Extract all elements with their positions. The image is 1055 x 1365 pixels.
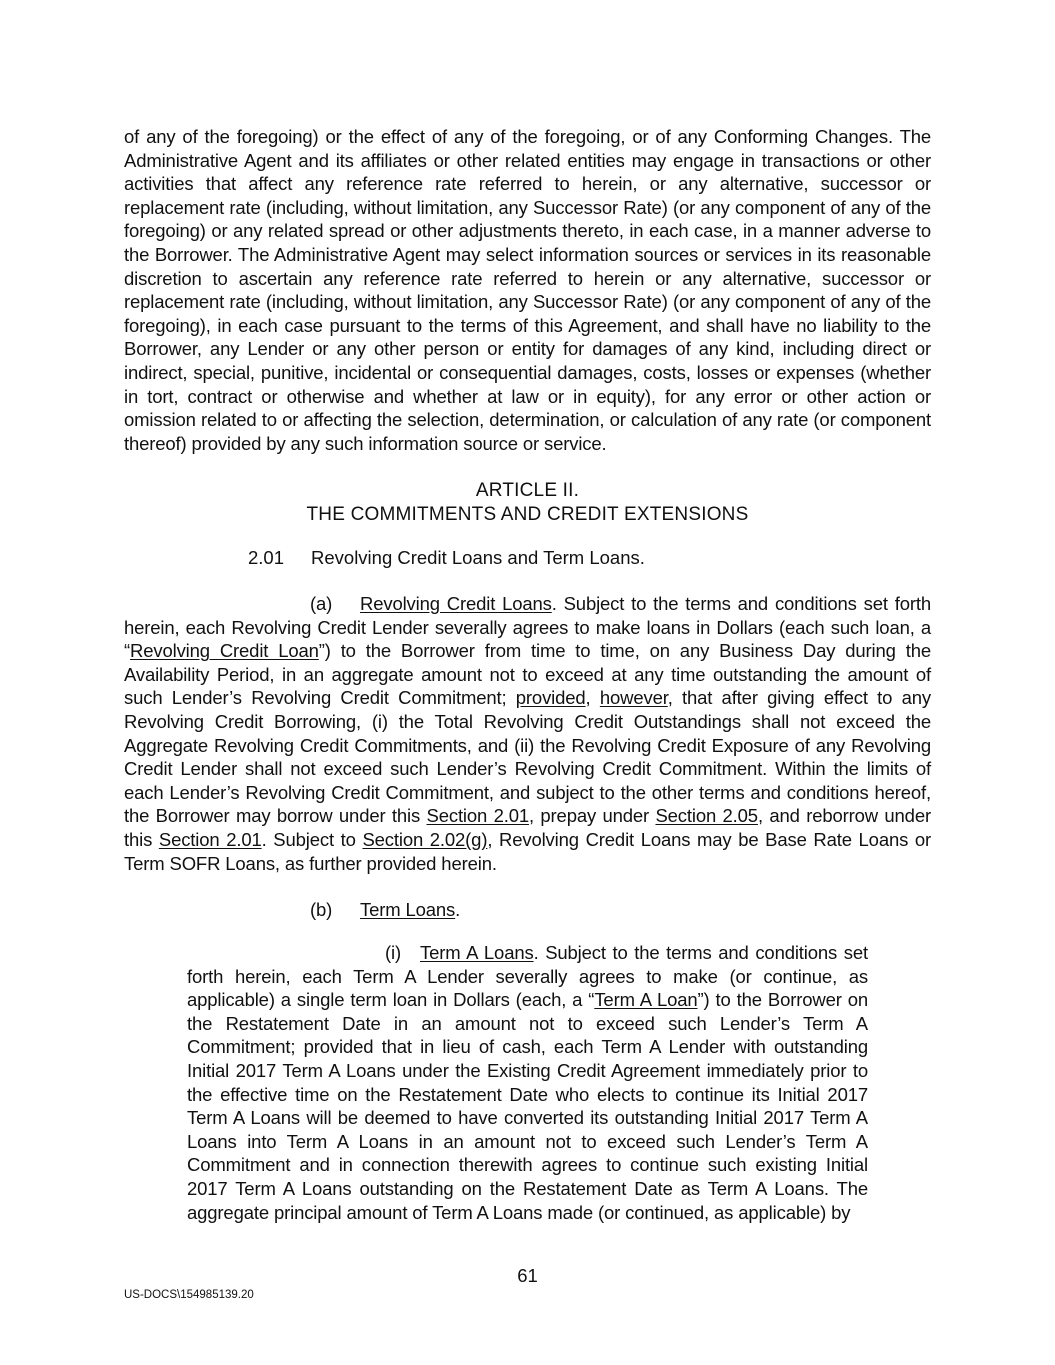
- article-title: THE COMMITMENTS AND CREDIT EXTENSIONS: [306, 504, 749, 525]
- text-run: . Subject to the terms and conditions set forth herein, each Term A Lender severally agrees to make (or continue, as applicable) a single term loan in Dollars (each, a “: [187, 942, 868, 1011]
- text-run: , that after giving effect to any Revolving Credit Borrowing, (i) the Total Revolving Credit Outstandings shall not exceed the Aggregate Revolving Credit Commitments, and (ii) the Revolving Credit Exposure of any Revolving Credit Lender shall not exceed such Lender’s Revolving Credit Commitment. Within the limits of each Lender’s Revolving Credit Commitment, and subject to the other terms and conditions hereof, the Borrower may borrow under this: [124, 687, 931, 827]
- subsection-heading: Term Loans: [360, 899, 456, 920]
- text-run: , and reborrow under this: [124, 805, 931, 850]
- clause-i-paragraph: [187, 941, 868, 1224]
- subsection-label: (a): [310, 593, 333, 614]
- section-reference: Section 2.01: [426, 805, 529, 827]
- emphasis-term: provided: [515, 687, 586, 709]
- section-number: 2.01: [248, 547, 285, 568]
- clause-heading: Term A Loans: [420, 942, 534, 963]
- text-run: ”) to the Borrower on the Restatement Date in an amount not to exceed such Lender’s Term A Commitment; provided that in lieu of cash, each Term A Lender with outstanding Initial 2017 Term A Loans under the Existing Credit Agreement immediately prior to the effective time on the Restatement Date who elects to continue its Initial 2017 Term A Loans will be deemed to have converted its outstanding Initial 2017 Term A Loans into Term A Loans in an amount not to exceed such Lender’s Term A Commitment and in connection therewith agrees to continue such existing Initial 2017 Term A Loans outstanding on the Restatement Date as Term A Loans. The aggregate principal amount of Term A Loans made (or continued, as applicable) by: [187, 989, 868, 1223]
- text-run: , prepay under: [529, 805, 656, 827]
- document-id: US-DOCS\154985139.20: [124, 1289, 254, 1301]
- subsection-a-paragraph: [124, 592, 931, 875]
- section-reference: Section 2.02(g): [362, 828, 488, 850]
- section-reference: Section 2.05: [655, 805, 758, 827]
- emphasis-term: however: [599, 687, 668, 709]
- body-paragraph: of any of the foregoing) or the effect of any of the foregoing, or of any Conforming Changes. The Administrative Agent and its affiliates or other related entities may engage in transactions or other activities that affect any reference rate referred to herein, or any alternative, successor or replacement rate (including, without limitation, any Successor Rate) (or any component of any of the foregoing) or any related spread or other adjustments thereto, in each case, in a manner adverse to the Borrower. The Administrative Agent may select information sources or services in its reasonable discretion to ascertain any reference rate referred to herein or any alternative, successor or replacement rate (including, without limitation, any Successor Rate) (or any component of any of the foregoing), in each case pursuant to the terms of this Agreement, and shall have no liability to the Borrower, any Lender or any other person or entity for damages of any kind, including direct or indirect, special, punitive, incidental or consequential damages, costs, losses or expenses (whether in tort, contract or otherwise and whether at law or in equity), for any error or other action or omission related to or affecting the selection, determination, or calculation of any rate (or component thereof) provided by any such information source or service.: [124, 126, 931, 454]
- clause-label: (i): [385, 942, 401, 963]
- text-run: .: [455, 899, 461, 920]
- text-run: ,: [585, 687, 600, 709]
- subsection-b-heading: [124, 898, 931, 922]
- defined-term: Revolving Credit Loan: [130, 640, 319, 662]
- section-heading: [248, 546, 645, 570]
- text-run: . Subject to the terms and conditions set forth herein, each Revolving Credit Lender severally agrees to make loans in Dollars (each such loan, a “: [124, 593, 931, 662]
- defined-term: Term A Loan: [594, 989, 698, 1011]
- text-run: . Subject to: [261, 828, 363, 850]
- page-number: 61: [517, 1265, 538, 1286]
- subsection-heading: Revolving Credit Loans: [360, 593, 552, 614]
- section-title: Revolving Credit Loans and Term Loans.: [311, 547, 645, 568]
- subsection-label: (b): [310, 899, 333, 920]
- article-number: ARTICLE II.: [475, 480, 580, 501]
- text-run: ”) to the Borrower from time to time, on any Business Day during the Availability Period, in an aggregate amount not to exceed at any time outstanding the amount of such Lender’s Revolving Credit Commitment;: [124, 640, 931, 709]
- section-reference: Section 2.01: [158, 828, 262, 850]
- text-run: , Revolving Credit Loans may be Base Rate Loans or Term SOFR Loans, as further provided herein.: [124, 828, 932, 874]
